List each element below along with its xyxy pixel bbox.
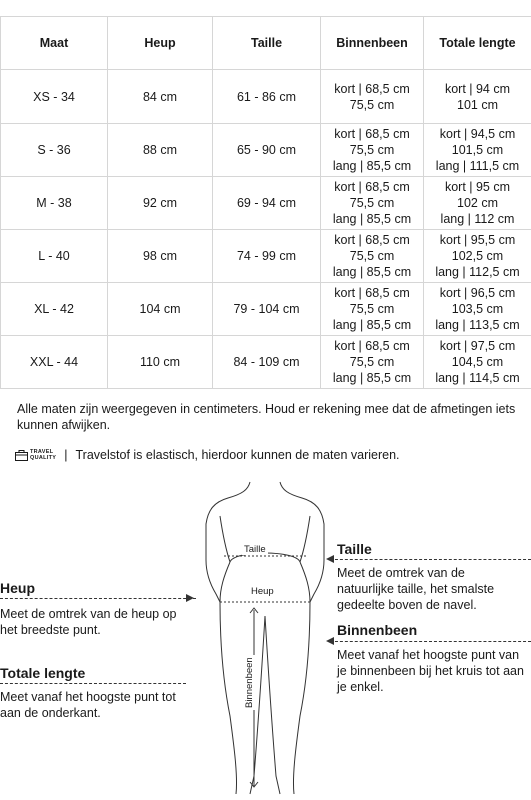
cell-maat: S - 36 [1,124,108,177]
cell-binnenbeen-line: lang | 85,5 cm [332,265,412,279]
cell-binnenbeen-line: 75,5 cm [349,355,395,369]
cell-maat: XS - 34 [1,70,108,124]
separator: | [64,448,68,462]
header-totale-lengte: Totale lengte [424,17,531,70]
cell-totale-lengte-line: kort | 95 cm [444,180,511,194]
cell-totale-lengte-line: lang | 112 cm [440,212,515,226]
header-maat: Maat [1,17,108,70]
cell-binnenbeen [321,336,424,389]
cell-totale-lengte-line: 102,5 cm [451,249,504,263]
cell-binnenbeen-line: kort | 68,5 cm [334,127,410,141]
table-row [1,230,531,283]
figure-heup-label: Heup [251,586,274,597]
cell-totale-lengte-line: lang | 113,5 cm [435,318,520,332]
cell-binnenbeen-line: 75,5 cm [349,97,395,112]
cell-binnenbeen-line: 75,5 cm [349,302,395,316]
mannequin-outline [206,482,324,602]
cell-totale-lengte [424,283,531,336]
header-binnenbeen: Binnenbeen [321,17,424,70]
table-row [1,70,531,124]
totale-lengte-guide-line [0,683,186,684]
cell-binnenbeen-line: 75,5 cm [349,143,395,157]
cell-binnenbeen [321,283,424,336]
logo-line-travel: TRAVEL [30,449,54,455]
cell-totale-lengte [424,70,531,124]
suitcase-icon [15,450,28,461]
cell-totale-lengte [424,230,531,283]
figure-taille-label: Taille [244,544,266,555]
cell-binnenbeen-line: 75,5 cm [349,249,395,263]
heup-guide-line [0,598,196,599]
cell-heup: 84 cm [108,70,213,124]
cell-heup: 92 cm [108,177,213,230]
taille-guide-text: Meet de omtrek van de natuurlijke taille, het smalste gedeelte boven de navel. [337,566,495,612]
cell-totale-lengte-line: 104,5 cm [451,355,504,369]
table-row [1,177,531,230]
cell-totale-lengte-line: 101,5 cm [451,143,504,157]
table-header-row [1,17,531,70]
cell-binnenbeen [321,177,424,230]
cell-maat: XL - 42 [1,283,108,336]
cell-totale-lengte-line: 103,5 cm [451,302,504,316]
cell-totale-lengte-line: kort | 94 cm [444,81,511,96]
cell-heup: 104 cm [108,283,213,336]
taille-arrow-icon [326,555,336,563]
totale-lengte-guide-text: Meet vanaf het hoogste punt tot aan de onderkant. [0,690,176,720]
cell-binnenbeen-line: lang | 85,5 cm [332,371,412,385]
cell-binnenbeen-line: kort | 68,5 cm [334,286,410,300]
cell-maat: L - 40 [1,230,108,283]
cell-heup: 88 cm [108,124,213,177]
binnenbeen-guide-line [330,641,531,642]
logo-line-quality: QUALITY [30,455,57,461]
cell-totale-lengte [424,336,531,389]
taille-guide-line [330,559,531,560]
cell-binnenbeen-line: kort | 68,5 cm [334,180,410,194]
heup-arrow-icon [186,594,196,602]
cell-totale-lengte-line: kort | 94,5 cm [439,127,516,141]
cell-binnenbeen-line: kort | 68,5 cm [334,339,410,353]
cell-taille: 61 - 86 cm [213,70,321,124]
binnenbeen-guide-title: Binnenbeen [337,622,418,638]
cell-taille: 65 - 90 cm [213,124,321,177]
cell-totale-lengte-line: lang | 112,5 cm [435,265,520,279]
cell-totale-lengte-line: 101 cm [457,97,498,112]
travel-quality-note [15,445,400,465]
binnenbeen-guide-text: Meet vanaf het hoogste punt van je binnenbeen bij het kruis tot aan je enkel. [337,648,524,694]
cell-maat: XXL - 44 [1,336,108,389]
size-table [0,16,531,389]
cell-taille: 79 - 104 cm [213,283,321,336]
cell-totale-lengte-line: 102 cm [457,196,498,210]
totale-lengte-guide-title: Totale lengte [0,665,86,681]
binnenbeen-arrow-icon [326,637,336,645]
cell-binnenbeen-line: lang | 85,5 cm [332,318,412,332]
cell-taille: 69 - 94 cm [213,177,321,230]
travel-quality-logo [15,449,56,461]
taille-guide-title: Taille [337,541,372,557]
cell-binnenbeen [321,124,424,177]
cell-taille: 84 - 109 cm [213,336,321,389]
table-row [1,336,531,389]
cell-binnenbeen [321,70,424,124]
cell-binnenbeen [321,230,424,283]
cell-binnenbeen-line: kort | 68,5 cm [334,233,410,247]
travel-text: Travelstof is elastisch, hierdoor kunnen de maten varieren. [75,448,400,462]
cell-totale-lengte-line: kort | 97,5 cm [439,339,516,353]
cell-binnenbeen-line: lang | 85,5 cm [332,212,412,226]
header-taille: Taille [213,17,321,70]
cell-maat: M - 38 [1,177,108,230]
mannequin-figure [190,476,340,800]
measurement-note: Alle maten zijn weergegeven in centimeters. Houd er rekening mee dat de afmetingen iets kunnen afwijken. [17,402,516,432]
cell-binnenbeen-line: lang | 85,5 cm [332,159,412,173]
cell-binnenbeen-line: kort | 68,5 cm [334,81,410,96]
cell-totale-lengte-line: lang | 111,5 cm [435,159,520,173]
heup-guide-text: Meet de omtrek van de heup op het breedste punt. [0,607,177,637]
cell-totale-lengte-line: kort | 96,5 cm [439,286,516,300]
table-row [1,283,531,336]
cell-totale-lengte [424,177,531,230]
figure-binnenbeen-label: Binnenbeen [244,657,255,708]
table-row [1,124,531,177]
cell-heup: 98 cm [108,230,213,283]
cell-totale-lengte-line: lang | 114,5 cm [435,371,520,385]
cell-totale-lengte [424,124,531,177]
cell-heup: 110 cm [108,336,213,389]
cell-totale-lengte-line: kort | 95,5 cm [439,233,516,247]
cell-taille: 74 - 99 cm [213,230,321,283]
header-heup: Heup [108,17,213,70]
cell-binnenbeen-line: 75,5 cm [349,196,395,210]
heup-guide-title: Heup [0,580,35,596]
